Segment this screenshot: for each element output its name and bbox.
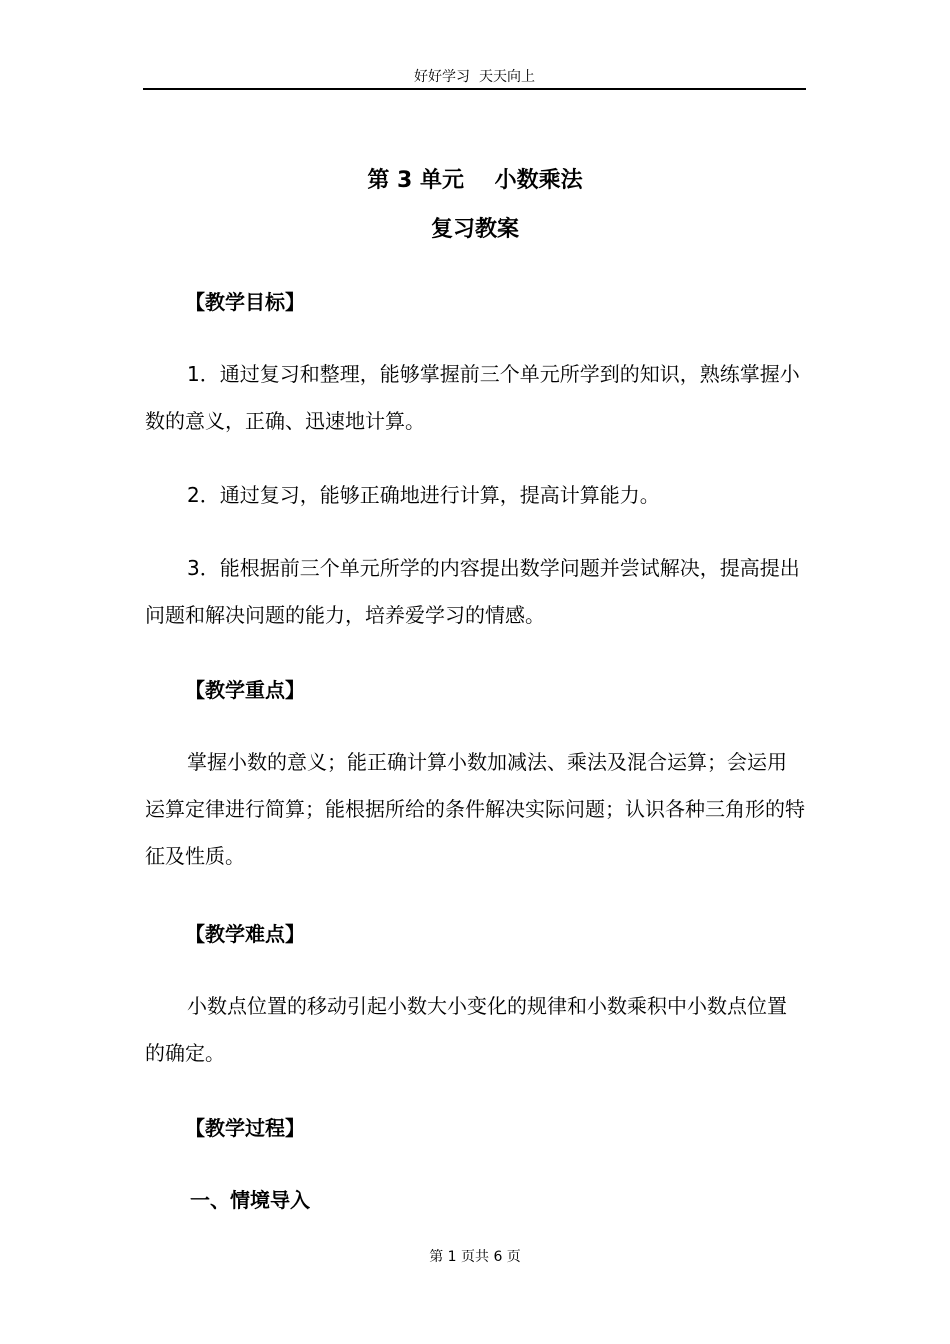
document-subtitle: 复习教案 [430, 217, 519, 242]
document-title: 第 3 单元 小数乘法 [367, 168, 583, 193]
process-heading: 【教学过程】 [185, 1116, 305, 1140]
process-step-1: 一、情境导入 [190, 1188, 310, 1212]
page-number: 第 1 页共 6 页 [429, 1249, 521, 1265]
header-text: 好好学习 天天向上 [414, 69, 535, 85]
page-header [143, 66, 806, 90]
key-points-heading: 【教学重点】 [185, 678, 305, 702]
page-footer [0, 1247, 950, 1267]
objectives-heading: 【教学目标】 [185, 290, 305, 314]
objective-item-3: 3．能根据前三个单元所学的内容提出数学问题并尝试解决，提高提出问题和解决问题的能力，培养爱学习的情感。 [145, 556, 800, 627]
difficulties-text: 小数点位置的移动引起小数大小变化的规律和小数乘积中小数点位置的确定。 [145, 994, 787, 1065]
objective-item-2: 2．通过复习，能够正确地进行计算，提高计算能力。 [187, 483, 660, 507]
difficulties-heading: 【教学难点】 [185, 922, 305, 946]
objective-item-1: 1．通过复习和整理，能够掌握前三个单元所学到的知识，熟练掌握小数的意义，正确、迅速地计算。 [145, 362, 800, 433]
key-points-text: 掌握小数的意义；能正确计算小数加减法、乘法及混合运算；会运用运算定律进行简算；能根据所给的条件解决实际问题；认识各种三角形的特征及性质。 [145, 750, 805, 868]
